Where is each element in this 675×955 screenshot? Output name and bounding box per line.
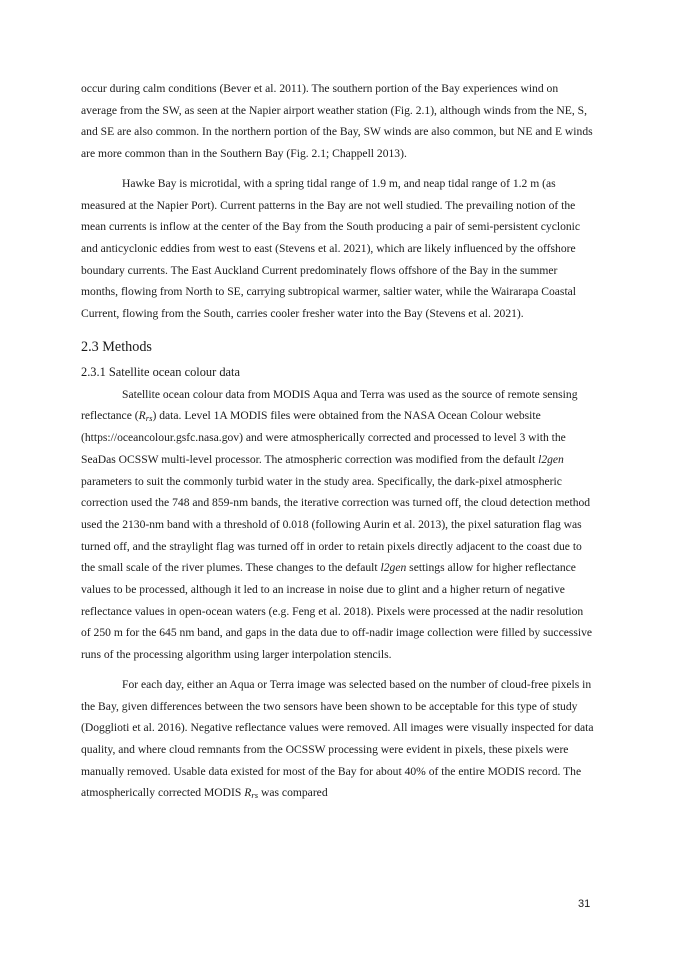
page-body: [81, 78, 595, 804]
page-number: 31: [578, 898, 591, 910]
text-segment: ) data. Level 1A MODIS files were obtained from the NASA Ocean Colour website (https://oceancolour.gsfc.nasa.gov) and were atmospherically corrected and processed to level 3 with the SeaDas OCSSW multi-level processor. The atmospheric correction was modified from the default: [81, 409, 566, 466]
rrs-symbol: $R_{rs}$: [138, 409, 153, 424]
text-segment: For each day, either an Aqua or Terra image was selected based on the number of cloud-free pixels in the Bay, given differences between the two sensors have been shown to be acceptable for this type of study (Dogglioti et al. 2016). Negative reflectance values were removed. All images were visually inspected for data quality, and where cloud remnants from the OCSSW processing were evident in pixels, these pixels were manually removed. Usable data existed for most of the Bay for about 40% of the entire MODIS record. The atmospherically corrected MODIS: [81, 677, 594, 800]
paragraph-wind: occur during calm conditions (Bever et al. 2011). The southern portion of the Bay experiences wind on average from the SW, as seen at the Napier airport weather station (Fig. 2.1), although winds from the NE, S, and SE are also common. In the northern portion of the Bay, SW winds are also common, but NE and E winds are more common than in the Southern Bay (Fig. 2.1; Chappell 2013).: [81, 82, 593, 161]
paragraph-satellite-data: [81, 384, 595, 666]
paragraph-tides-currents: Hawke Bay is microtidal, with a spring tidal range of 1.9 m, and neap tidal range of 1.2 m (as measured at the Napier Port). Current patterns in the Bay are not well studied. The prevailing notion of the mean currents is inflow at the center of the Bay from the South producing a pair of semi-persistent cyclonic and anticyclonic eddies from west to east (Stevens et al. 2021), which are likely influenced by the offshore boundary currents. The East Auckland Current predominately flows offshore of the Bay in the summer months, flowing from North to SE, carrying subtropical warmer, saltier water, while the Wairarapa Coastal Current, flowing from the South, carries cooler fresher water into the Bay (Stevens et al. 2021).: [81, 176, 581, 321]
text-segment: parameters to suit the commonly turbid water in the study area. Specifically, the dark-pixel atmospheric correction used the 748 and 859-nm bands, the iterative correction was turned off, the cloud detection method used the 2130-nm band with a threshold of 0.018 (following Aurin et al. 2013), the pixel saturation flag was turned off, and the straylight flag was turned off in order to retain pixels directly adjacent to the coast due to the small scale of the river plumes. These changes to the default: [81, 474, 591, 575]
subsection-heading-satellite: 2.3.1 Satellite ocean colour data: [81, 364, 240, 379]
l2gen-term: l2gen: [380, 561, 407, 575]
text-segment: was compared: [258, 786, 328, 800]
section-heading-methods: 2.3 Methods: [81, 338, 152, 355]
text-segment: Satellite ocean colour data from MODIS Aqua and Terra was used as the source of remote sensing reflectance (: [81, 387, 578, 423]
rrs-symbol: $R_{rs}$: [244, 786, 259, 801]
l2gen-term: l2gen: [538, 452, 564, 466]
paragraph-image-selection: [81, 674, 595, 804]
text-segment: settings allow for higher reflectance values to be processed, although it led to an increase in noise due to glint and a higher return of negative reflectance values in open-ocean waters (e.g. Feng et al. 2018). Pixels were processed at the nadir resolution of 250 m for the 645 nm band, and gaps in the data due to off-nadir image collection were filled by successive runs of the processing algorithm using larger interpolation stencils.: [81, 561, 593, 662]
